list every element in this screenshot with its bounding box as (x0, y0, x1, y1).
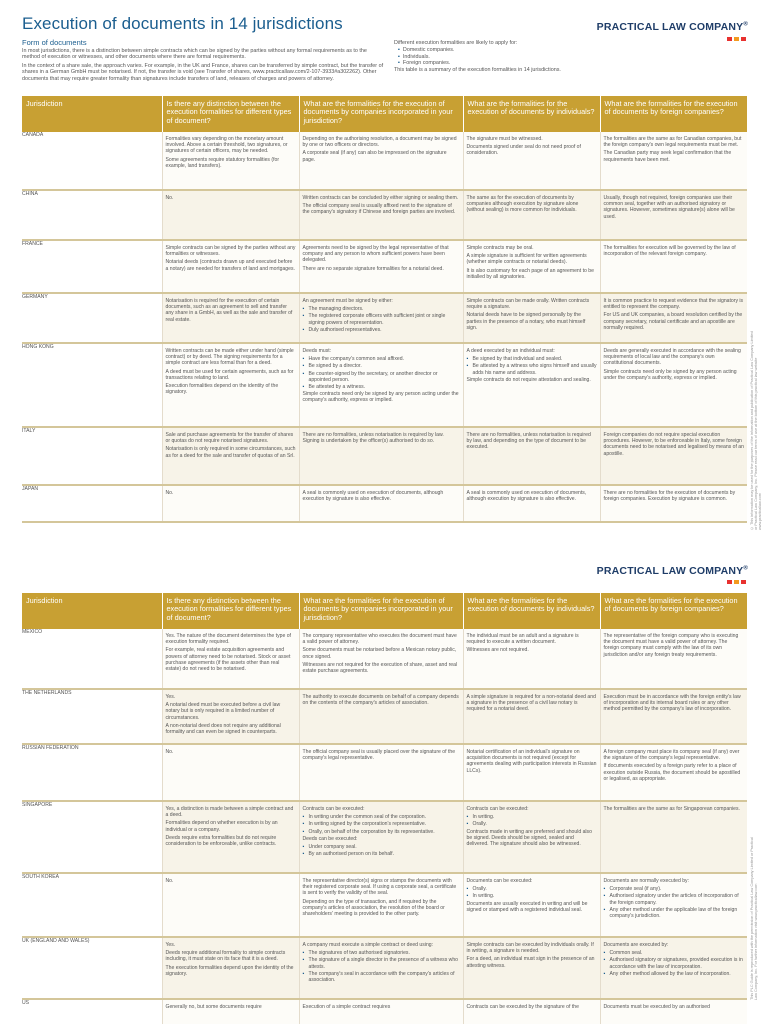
table-cell (600, 801, 747, 873)
flag-banner (22, 344, 162, 350)
cell-paragraph: Notarial certification of an individual's signature on acquisition documents is not required (except for agreements dealing with participation interests in Russian LLCs). (466, 749, 597, 774)
list-item: ▪ Corporate seal (if any). (604, 886, 745, 892)
cell-paragraph: Formalities depend on whether execution is by an individual or a company. (165, 820, 278, 833)
list-item: ▪ Under company seal. (303, 844, 460, 850)
cell-list (604, 886, 745, 919)
cell-list (303, 844, 460, 857)
table-cell (299, 132, 463, 190)
cell-paragraph: Notarisation is only required in some circumstances, such as for a deed for the sale and transfer of quotas of an Srl. (165, 446, 296, 459)
cell-paragraph: There are no formalities for the execution of documents by foreign companies. Execution by signature is common. (603, 490, 736, 503)
table-cell (600, 343, 747, 427)
table-cell (299, 629, 463, 689)
table-cell (463, 629, 600, 689)
table-cell (299, 485, 463, 522)
cell-paragraph: A seal is commonly used on execution of documents, although execution by signature is also effective. (302, 490, 444, 503)
flag-banner (22, 745, 162, 751)
cell-paragraph: A notarial deed must be executed before a civil law notary but is only required in a limited number of circumstances. (165, 702, 281, 721)
list-item: ▪ Be signed by a director. (303, 363, 460, 369)
cell-paragraph: Simple contracts can be executed by individuals orally. If in writing, a signature is needed. (466, 942, 594, 955)
country-name: SINGAPORE (22, 802, 53, 808)
flag-banner (22, 486, 162, 492)
cell-paragraph: The formalities for execution will be governed by the law of incorporation of the relevant foreign company. (603, 245, 736, 258)
flag-banner (22, 1000, 162, 1006)
header-foreign: What are the formalities for the execution of documents by foreign companies? (600, 593, 747, 629)
header-foreign: What are the formalities for the execution of documents by foreign companies? (600, 96, 747, 132)
list-item: ▪ Orally, on behalf of the corporation by its representative. (303, 829, 460, 835)
cell-list (303, 356, 460, 390)
cell-list (467, 356, 597, 376)
cell-paragraph: Yes. (165, 942, 176, 948)
list-item: ▪ Duly authorised representatives. (303, 327, 460, 333)
table-body (22, 629, 747, 1024)
cell-paragraph: Depending on the authorising resolution, a document may be signed by one or two officers or directors. (302, 136, 457, 149)
brand-name: PRACTICAL LAW COMPANY (596, 21, 744, 33)
brand-name: PRACTICAL LAW COMPANY (596, 565, 744, 577)
table-cell (600, 937, 747, 999)
country-name: THE NETHERLANDS (22, 690, 72, 696)
cell-paragraph: It is common practice to request evidence that the signatory is entitled to represent the company. (603, 298, 744, 311)
cell-paragraph: Deeds require additional formality to simple contracts including, it must state on its face that it is a deed. (165, 950, 286, 963)
cell-paragraph: There are no separate signature formalities for a notarial deed. (302, 265, 444, 272)
table-row (22, 293, 747, 343)
table-cell (162, 293, 299, 343)
country-name: HONG KONG (22, 344, 54, 350)
table-cell (299, 873, 463, 937)
cell-paragraph: The company representative who executes the document must have a valid power of attorney. (302, 633, 457, 646)
table-cell (162, 132, 299, 190)
flag-banner (22, 428, 162, 434)
table-cell (463, 240, 600, 293)
table-row (22, 240, 747, 293)
cell-paragraph: Notarial deeds (contracts drawn up and executed before a notary) are needed for transfers of land and mortgages. (165, 259, 295, 272)
table-cell (162, 744, 299, 801)
table-cell (463, 744, 600, 801)
jurisdiction-cell (22, 999, 162, 1024)
table-row (22, 937, 747, 999)
list-item: ▪ The managing directors. (303, 306, 460, 312)
cell-paragraph: Deeds must: (302, 348, 332, 354)
table-cell (463, 801, 600, 873)
table-cell (600, 190, 747, 240)
flag-banner (22, 690, 162, 696)
cell-paragraph: No. (165, 195, 174, 201)
brand-square (727, 580, 732, 584)
header-distinction: Is there any distinction between the execution formalities for different types of document? (162, 593, 299, 629)
table-cell (162, 999, 299, 1024)
header-jurisdiction: Jurisdiction (22, 593, 162, 629)
table-row (22, 629, 747, 689)
table-cell (162, 343, 299, 427)
brand-mark: ® (743, 565, 748, 572)
table-cell (162, 937, 299, 999)
list-item: ▪ Common seal. (604, 950, 745, 956)
cell-paragraph: Witnesses are not required for the execution of share, asset and real estate purchase agreements. (302, 661, 458, 675)
cell-paragraph: The official company seal is usually affixed next to the signature of the company's signatory if Chinese and foreign parties are involved. (302, 203, 456, 216)
cell-paragraph: The individual must be an adult and a signature is required to execute a written document. (466, 633, 579, 646)
table-cell (299, 240, 463, 293)
cell-paragraph: Documents can be executed: (466, 878, 533, 884)
brand-squares (727, 580, 746, 584)
cell-list (604, 950, 745, 977)
flag-banner (22, 191, 162, 197)
table-cell (600, 240, 747, 293)
cell-list (303, 950, 460, 983)
intro-left (22, 40, 386, 85)
table-cell (162, 485, 299, 522)
cell-paragraph: A simple signature is sufficient for written agreements (whether simple contracts or notarial deeds). (466, 253, 587, 266)
side-note: This PLC Guide is reproduced with the permission of Practical Law Company Limited or Practical Law Company, Inc. For further information visit www.practicallaw.com (750, 837, 758, 1000)
header-companies: What are the formalities for the execution of documents by companies incorporated in your jurisdiction? (299, 593, 463, 629)
jurisdiction-cell (22, 937, 162, 999)
flag-banner (22, 132, 162, 138)
table-cell (463, 427, 600, 485)
jurisdiction-cell (22, 343, 162, 427)
list-item: ▪ Domestic companies. (398, 47, 734, 54)
cell-paragraph: For example, real estate acquisition agreements and powers of attorney need to be notarised. Stock or asset purchase agreements (if the assets other than real estate) do not need to be notarised. (165, 647, 291, 673)
table-cell (162, 190, 299, 240)
table-cell (299, 343, 463, 427)
intro-right (394, 40, 734, 74)
cell-paragraph: A simple signature is required for a non-notarial deed and a signature in the presence of a civil law notary is required for a notarial deed. (466, 694, 596, 713)
table-cell (299, 427, 463, 485)
jurisdiction-cell (22, 629, 162, 689)
table-body (22, 132, 747, 522)
brand-logo (597, 565, 748, 577)
list-item: ▪ Authorised signatory or signatures, provided execution is in accordance with the law of incorporation. (604, 957, 745, 969)
cell-paragraph: Usually, though not required, foreign companies use their common seal, together with an authorised signatory or signatures. However, sometimes signature(s) alone will be used. (603, 195, 735, 220)
list-item: ▪ Any other method under the applicable law of the foreign company's jurisdiction. (604, 907, 745, 919)
jurisdiction-cell (22, 132, 162, 190)
cell-paragraph: Notarial deeds have to be signed personally by the parties in the presence of a notary, who must himself sign. (466, 312, 586, 331)
cell-paragraph: The signature must be witnessed. (466, 136, 543, 142)
flag-banner (22, 938, 162, 944)
cell-paragraph: Depending on the type of transaction, and if required by the company's articles of association, the resolution of the board or shareholders' meeting is provided to the other party. (302, 898, 445, 918)
cell-paragraph: Formalities vary depending on the monetary amount involved. Above a certain threshold, two signatures, or signatures of certain officers, may be needed. (165, 136, 288, 155)
cell-paragraph: Simple contracts may be oral. (466, 245, 534, 251)
jurisdiction-cell (22, 485, 162, 522)
country-name: SOUTH KOREA (22, 874, 60, 880)
table-row (22, 427, 747, 485)
brand-square (734, 37, 739, 41)
cell-paragraph: The Canadian party may seek legal confirmation that the requirements have been met. (603, 150, 732, 163)
jurisdiction-cell (22, 801, 162, 873)
flag-banner (22, 629, 162, 635)
table-cell (299, 190, 463, 240)
list-item: ▪ Be counter-signed by the secretary, or another director or appointed person. (303, 371, 460, 383)
table-cell (162, 689, 299, 744)
table-row (22, 744, 747, 801)
cell-paragraph: Deeds require extra formalities but do not require consideration to be enforceable, unlike contracts. (165, 834, 277, 848)
cell-paragraph: No. (165, 878, 174, 884)
cell-paragraph: The same as for the execution of documents by companies although execution by signature alone (without sealing) is more common for individuals. (466, 195, 579, 214)
header-companies: What are the formalities for the execution of documents by companies incorporated in your jurisdiction? (299, 96, 463, 132)
jurisdiction-cell (22, 240, 162, 293)
country-name: MEXICO (22, 629, 43, 635)
intro-right-tail: This table is a summary of the execution formalities in 14 jurisdictions. (394, 67, 561, 74)
cell-paragraph: Documents are normally executed by: (603, 878, 690, 884)
cell-paragraph: Witnesses are not required. (466, 647, 529, 654)
jurisdiction-cell (22, 293, 162, 343)
intro-right-lead: Different execution formalities are likely to apply for: (394, 40, 518, 46)
table-row (22, 689, 747, 744)
table-cell (463, 873, 600, 937)
cell-paragraph: No. (165, 490, 174, 496)
cell-paragraph: Documents are executed by: (603, 942, 669, 948)
cell-paragraph: Yes, a distinction is made between a simple contract and a deed. (165, 806, 294, 819)
cell-paragraph: Agreements need to be signed by the legal representative of that company and any person to whom sufficient powers have been delegated. (302, 245, 449, 264)
list-item: ▪ In writing. (467, 893, 597, 899)
cell-paragraph: Contracts can be executed: (466, 806, 529, 812)
cell-paragraph: Documents must be executed by an authorised (603, 1004, 710, 1010)
table-cell (162, 240, 299, 293)
cell-paragraph: A deed must be used for certain agreements, such as for transactions relating to land. (165, 368, 294, 381)
cell-paragraph: Documents signed under seal do not need proof of consideration. (466, 144, 581, 157)
cell-paragraph: There are no formalities, unless notarisation is required by law, and depending on the type of document to be executed. (466, 432, 591, 451)
table-cell (463, 999, 600, 1024)
intro-paragraph: In the context of a share sale, the approach varies. For example, in the UK and France, shares can be transferred by simple contract, but the transfer of shares in a German GmbH must be notarised. If not, the transfer is void (see Transfer of shares, www.practicallaw.com/2-107-3933#a302262). Other documents that may require greater formality than signatures include transfers of land, releases of charges and powers of attorney. (22, 62, 384, 82)
table-cell (463, 132, 600, 190)
intro-paragraph: In most jurisdictions, there is a distinction between simple contracts which can be signed by the parties without any formal requirements as to the method of execution or witnesses, and other documents where there are formal requirements. (22, 47, 367, 61)
table-row (22, 485, 747, 522)
header-jurisdiction: Jurisdiction (22, 96, 162, 132)
table-cell (600, 485, 747, 522)
list-item: ▪ Be attested by a witness. (303, 384, 460, 390)
table-row (22, 132, 747, 190)
page-title: Execution of documents in 14 jurisdictions (22, 14, 343, 33)
table-cell (299, 689, 463, 744)
list-item: ▪ The signatures of two authorised signatories. (303, 950, 460, 956)
list-item: ▪ In writing signed by the corporation's representative. (303, 821, 460, 827)
list-item: ▪ In writing. (467, 814, 597, 820)
cell-paragraph: A non-notarial deed does not require any additional formality and can even be signed in counterparts. (165, 722, 281, 736)
country-name: CANADA (22, 132, 44, 138)
table-cell (600, 873, 747, 937)
table-cell (299, 293, 463, 343)
list-item: ▪ The signature of a single director in the presence of a witness who attests. (303, 957, 460, 969)
table-cell (463, 937, 600, 999)
cell-paragraph: Simple contracts need only be signed by any person acting under the company's authority, express or implied. (603, 368, 737, 381)
country-name: US (22, 1000, 30, 1006)
cell-paragraph: Simple contracts need only be signed by any person acting under the company's authority, express or implied. (302, 391, 459, 404)
cell-paragraph: The execution formalities depend upon the identity of the signatory. (165, 964, 294, 977)
cell-paragraph: It is also customary for each page of an agreement to be initialled by all signatories. (466, 267, 594, 280)
list-item: ▪ Have the company's common seal affixed. (303, 356, 460, 362)
table-cell (162, 427, 299, 485)
cell-paragraph: There are no formalities, unless notarisation is required by law. Signing is undertaken by the officer(s) authorised to do so. (302, 432, 444, 445)
cell-paragraph: Simple contracts do not require attestation and sealing. (466, 376, 591, 383)
cell-paragraph: Foreign companies do not require special execution procedures. However, to be enforceable in Italy, some foreign documents need to be notarised and legalised by means of an apostille. (603, 432, 744, 457)
table-cell (600, 744, 747, 801)
cell-paragraph: For US and UK companies, a board resolution certified by the company secretary, notarial certificate and an apostille are normally required. (603, 312, 743, 331)
table-row (22, 801, 747, 873)
table-cell (299, 937, 463, 999)
cell-paragraph: The authority to execute documents on behalf of a company depends on the contents of the company's articles of association. (302, 694, 459, 707)
cell-paragraph: A deed executed by an individual must: (466, 348, 555, 354)
list-item: ▪ Be signed by that individual and sealed. (467, 356, 597, 362)
cell-paragraph: The formalities are the same as for Singaporean companies. (603, 806, 740, 812)
jurisdiction-cell (22, 427, 162, 485)
list-item: ▪ Foreign companies. (398, 60, 734, 67)
cell-paragraph: Contracts can be executed by the signature of the (466, 1004, 579, 1010)
table-cell (162, 629, 299, 689)
cell-paragraph: The formalities are the same as for Canadian companies, but the foreign company's own legal requirements must be met. (603, 136, 742, 149)
cell-paragraph: Notarisation is required for the execution of certain documents, such as an agreement to sell and transfer any share in a GmbH, as well as the sale and transfer of real estate. (165, 298, 293, 323)
cell-paragraph: If documents executed by a foreign party refer to a place of execution outside Russia, the document should be apostilled or legalised, as appropriate. (603, 763, 741, 782)
flag-banner (22, 294, 162, 300)
country-name: JAPAN (22, 486, 39, 492)
table-cell (600, 132, 747, 190)
cell-paragraph: A corporate seal (if any) can also be impressed on the signature page. (302, 150, 447, 163)
cell-paragraph: The official company seal is usually placed over the signature of the company's legal representative. (302, 749, 456, 762)
cell-paragraph: The representative of the foreign company who is executing the document must have a valid power of attorney. The foreign company must comply with the law of its own jurisdiction and/or any foreign treaty requirements. (603, 633, 739, 658)
table-header-row (22, 96, 747, 132)
table-row (22, 873, 747, 937)
jurisdiction-cell (22, 190, 162, 240)
cell-list (303, 306, 460, 333)
table-row (22, 999, 747, 1024)
cell-paragraph: Sale and purchase agreements for the transfer of shares or quotas do not require notarised signatures. (165, 432, 294, 445)
table-cell (600, 629, 747, 689)
cell-paragraph: Documents are usually executed in writing and will be signed or stamped with a registered individual seal. (466, 900, 588, 913)
table-row (22, 190, 747, 240)
table-cell (299, 999, 463, 1024)
list-item: ▪ Orally. (467, 821, 597, 827)
header-individuals: What are the formalities for the execution of documents by individuals? (463, 593, 600, 629)
cell-paragraph: Deeds are generally executed in accordance with the sealing requirements of local law and the company's own constitutional documents. (603, 348, 741, 367)
brand-logo (597, 21, 748, 33)
intro-heading: Form of documents (22, 38, 87, 47)
cell-paragraph: Simple contracts can be made orally. Written contracts require a signature. (466, 298, 590, 311)
table-row (22, 343, 747, 427)
list-item: ▪ By an authorised person on its behalf. (303, 851, 460, 857)
cell-paragraph: A company must execute a simple contract or deed using: (302, 942, 434, 948)
cell-list (467, 814, 597, 827)
country-name: CHINA (22, 191, 38, 197)
cell-paragraph: Execution formalities depend on the identity of the signatory. (165, 383, 279, 396)
brand-square (741, 37, 746, 41)
list-item: ▪ In writing under the common seal of the corporation. (303, 814, 460, 820)
list-item: ▪ Authorised signatory under the articles of incorporation of the foreign company. (604, 893, 745, 905)
flag-banner (22, 874, 162, 880)
brand-square (734, 580, 739, 584)
header-distinction: Is there any distinction between the execution formalities for different types of document? (162, 96, 299, 132)
flag-banner (22, 241, 162, 247)
cell-paragraph: Deeds can be executed: (302, 835, 358, 842)
jurisdiction-cell (22, 689, 162, 744)
list-item: ▪ The registered corporate officers with sufficient joint or single signing powers of representation. (303, 313, 460, 325)
table-cell (463, 190, 600, 240)
country-name: FRANCE (22, 241, 43, 247)
cell-paragraph: The representative director(s) signs or stamps the documents with their registered corporate seal. If using a corporate seal, a certificate is sent to verify the validity of the seal. (302, 878, 457, 897)
cell-paragraph: Some documents must be notarised before a Mexican notary public, once signed. (302, 647, 457, 660)
cell-paragraph: Simple contracts can be signed by the parties without any formalities or witnesses. (165, 245, 296, 258)
intro-right-list (398, 47, 734, 67)
cell-paragraph: For a deed, an individual must sign in the presence of an attesting witness. (466, 956, 595, 969)
table-cell (463, 485, 600, 522)
cell-paragraph: An agreement must be signed by either: (302, 298, 393, 304)
list-item: ▪ Any other method allowed by the law of incorporation. (604, 971, 745, 977)
brand-square (741, 580, 746, 584)
country-name: UK (ENGLAND AND WALES) (22, 938, 90, 944)
list-item: ▪ The company's seal in accordance with the company's articles of association. (303, 971, 460, 983)
country-name: ITALY (22, 428, 36, 434)
list-item: ▪ Orally. (467, 886, 597, 892)
cell-paragraph: Written contracts can be concluded by either signing or sealing them. (302, 195, 459, 201)
table-cell (600, 999, 747, 1024)
cell-paragraph: No. (165, 749, 174, 755)
cell-paragraph: A foreign company must place its company seal (if any) over the signature of the company's legal representative. (603, 749, 740, 762)
table-cell (600, 427, 747, 485)
table-cell (463, 293, 600, 343)
side-note: © This information may be used for the purposes of the information and publication of Practical Law Company Limited or Practical Law Company, Inc. Please read our terms of use at the bottom of this practical law website www.practicallaw.com (750, 331, 762, 530)
table-cell (600, 689, 747, 744)
table-cell (162, 873, 299, 937)
jurisdiction-cell (22, 744, 162, 801)
table-cell (463, 343, 600, 427)
table-header-row (22, 593, 747, 629)
cell-paragraph: Generally no, but some documents require (165, 1004, 262, 1010)
country-name: GERMANY (22, 294, 48, 300)
cell-paragraph: Contracts can be executed: (302, 806, 365, 812)
cell-paragraph: Yes. The nature of the document determines the type of execution formality required. (165, 633, 291, 646)
table-cell (299, 744, 463, 801)
flag-banner (22, 802, 162, 808)
table-cell (162, 801, 299, 873)
table-cell (463, 689, 600, 744)
country-name: RUSSIAN FEDERATION (22, 745, 79, 751)
brand-mark: ® (743, 21, 748, 28)
table-cell (600, 293, 747, 343)
table-cell (299, 801, 463, 873)
list-item: ▪ Be attested by a witness who signs himself and usually adds his name and address. (467, 363, 597, 375)
header-individuals: What are the formalities for the execution of documents by individuals? (463, 96, 600, 132)
cell-paragraph: Contracts made in writing are preferred and should also be signed. Deeds should be signed, sealed and delivered. The signature should also be witnessed. (466, 828, 592, 848)
cell-paragraph: Some agreements require statutory formalities (for example, land transfers). (165, 156, 280, 169)
cell-paragraph: A seal is commonly used on execution of documents, although execution by signature is also effective. (466, 490, 587, 503)
cell-list (467, 886, 597, 899)
cell-paragraph: Execution of a simple contract requires (302, 1004, 391, 1010)
cell-list (303, 814, 460, 835)
cell-paragraph: Execution must be in accordance with the foreign entity's law of incorporation and its internal board rules or any other method permitted by the company's law of incorporation. (603, 694, 741, 713)
jurisdiction-cell (22, 873, 162, 937)
jurisdiction-table-page-2 (22, 593, 747, 1024)
list-item: ▪ Individuals. (398, 54, 734, 61)
cell-paragraph: Yes. (165, 694, 176, 700)
cell-paragraph: Written contracts can be made either under hand (simple contract) or by deed. The signing requirements for a simple contract are less formal than for a deed. (165, 348, 294, 367)
jurisdiction-table-page-1 (22, 96, 747, 523)
